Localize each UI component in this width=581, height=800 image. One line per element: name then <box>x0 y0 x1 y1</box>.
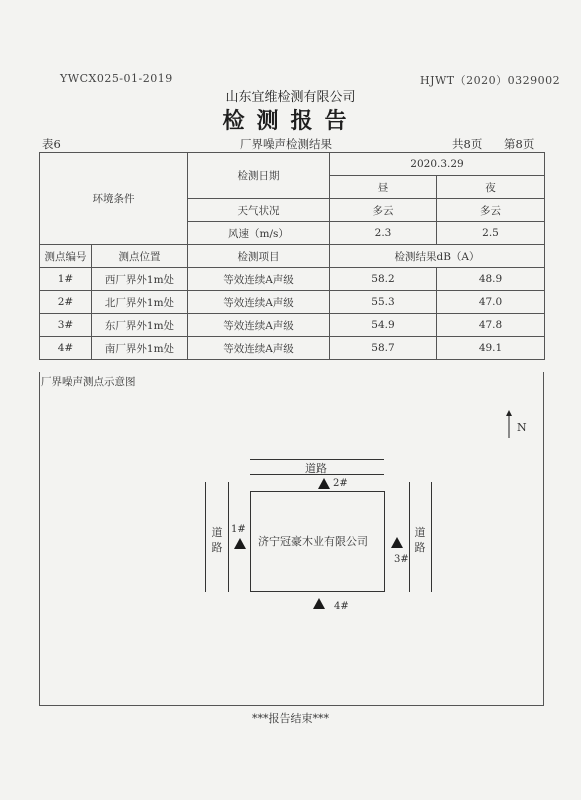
road-right-line <box>431 482 432 592</box>
row-loc: 南厂界外1m处 <box>92 337 188 360</box>
row-item: 等效连续A声级 <box>188 268 330 291</box>
row-item: 等效连续A声级 <box>188 291 330 314</box>
row-item: 等效连续A声级 <box>188 337 330 360</box>
north-label: N <box>517 421 527 434</box>
col-item: 检测项目 <box>188 245 330 268</box>
point-2-marker-icon <box>318 478 330 489</box>
row-night: 48.9 <box>437 268 545 291</box>
table-row <box>40 314 545 337</box>
page-number: 第8页 <box>504 137 535 151</box>
col-result: 检测结果dB（A） <box>330 245 545 268</box>
row-no: 3# <box>40 314 92 337</box>
table-row <box>40 291 545 314</box>
row-no: 1# <box>40 268 92 291</box>
row-night: 47.0 <box>437 291 545 314</box>
weather-label: 天气状况 <box>188 199 330 222</box>
night-label: 夜 <box>437 176 545 199</box>
report-number: HJWT（2020）0329002 <box>420 74 561 87</box>
row-loc: 北厂界外1m处 <box>92 291 188 314</box>
point-2-label: 2# <box>333 478 348 489</box>
day-label: 昼 <box>330 176 437 199</box>
table-row <box>40 268 545 291</box>
row-loc: 东厂界外1m处 <box>92 314 188 337</box>
road-right-line <box>409 482 410 592</box>
north-arrow-icon <box>505 410 513 438</box>
row-night: 47.8 <box>437 314 545 337</box>
row-day: 54.9 <box>330 314 437 337</box>
date-label: 检测日期 <box>188 153 330 199</box>
col-point-no: 测点编号 <box>40 245 92 268</box>
weather-night: 多云 <box>437 199 545 222</box>
point-4-marker-icon <box>313 598 325 609</box>
road-top-label: 道路 <box>305 462 327 475</box>
form-code: YWCX025-01-2019 <box>60 72 173 85</box>
row-day: 58.7 <box>330 337 437 360</box>
report-end: ***报告结束*** <box>252 712 329 725</box>
wind-label: 风速（m/s） <box>188 222 330 245</box>
env-label: 环境条件 <box>40 153 188 245</box>
report-title: 检测报告 <box>222 108 359 134</box>
wind-day: 2.3 <box>330 222 437 245</box>
row-no: 4# <box>40 337 92 360</box>
table-number: 表6 <box>42 137 61 151</box>
company-name: 山东宜维检测有限公司 <box>225 90 356 105</box>
table-title: 厂界噪声检测结果 <box>240 137 332 151</box>
row-item: 等效连续A声级 <box>188 314 330 337</box>
road-left-line <box>205 482 206 592</box>
total-pages: 共8页 <box>452 137 483 151</box>
row-day: 55.3 <box>330 291 437 314</box>
point-4-label: 4# <box>334 601 349 612</box>
results-table <box>39 152 545 360</box>
point-1-marker-icon <box>234 538 246 549</box>
road-left-line <box>228 482 229 592</box>
date-value: 2020.3.29 <box>330 153 545 176</box>
row-night: 49.1 <box>437 337 545 360</box>
point-3-marker-icon <box>391 537 403 548</box>
road-right-label: 道路 <box>414 526 426 554</box>
row-loc: 西厂界外1m处 <box>92 268 188 291</box>
col-point-loc: 测点位置 <box>92 245 188 268</box>
table-row <box>40 337 545 360</box>
point-3-label: 3# <box>394 554 409 565</box>
factory-label: 济宁冠豪木业有限公司 <box>258 535 368 548</box>
diagram-title: 厂界噪声测点示意图 <box>41 376 136 388</box>
row-day: 58.2 <box>330 268 437 291</box>
weather-day: 多云 <box>330 199 437 222</box>
row-no: 2# <box>40 291 92 314</box>
road-left-label: 道路 <box>211 526 223 554</box>
wind-night: 2.5 <box>437 222 545 245</box>
point-1-label: 1# <box>231 524 246 535</box>
